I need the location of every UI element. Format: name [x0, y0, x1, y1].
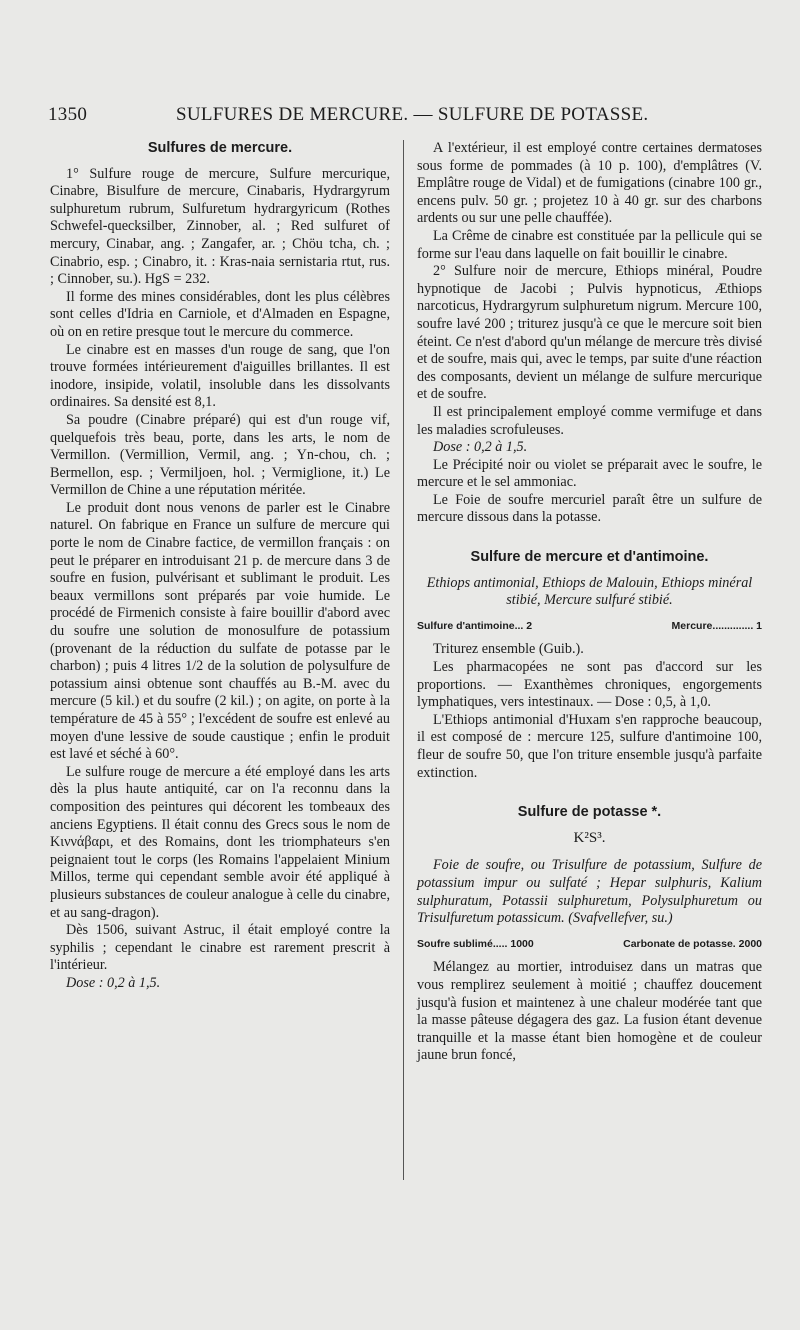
paragraph: 1° Sulfure rouge de mercure, Sulfure mercurique, Cinabre, Bisulfure de mercure, Cinabaris, Hydrargyrum sulphuretum rubrum, Sulfuretum hydrargyricum (Rothes Schwefel-quecksilber, Zinnober, al. ; Red sulfuret of mercury, Cinabar, ang. ; Zangafer, ar. ; Chöu tcha, ch. ; Cinabrio, esp. ; Cinabro, it. : Kras-naia sernistaria rtut, rus. ; Cinnober, su.). HgS = 232.	[50, 165, 390, 288]
paragraph: Le produit dont nous venons de parler est le Cinabre naturel. On fabrique en France un sulfure de mercure qui porte le nom de Cinabre factice, de vermillon français : on peut le préparer en introduisant 21 p. de mercure dans 3 de soufre en fusion, pulvérisant et sublimant le produit. Les beaux vermillons sont préparés par voie humide. Le procédé de Firmenich consiste à faire bouillir d'abord avec du soufre une solution de monosulfure de potassium (provenant de la réduction du sulfate de potasse par le charbon) ; puis 4 litres 1/2 de la solution de polysulfure de potassium ainsi obtenue sont chauffés au B.-M. avec du mercure (5 kil.) et du soufre (2 kil.) ; on agite, on porte à la température de 45 à 55° ; l'excédent de soufre est enlevé au moyen d'une lessive de soude caustique ; enfin le produit est lavé et séché à 60°.	[50, 499, 390, 763]
synonyms: Foie de soufre, ou Trisulfure de potassium, Sulfure de potassium impur ou sulfaté ; Hepar sulphuris, Kalium sulphuratum, Potassii sulphuretum, Polysulphuretum ou Trisulfuretum potassicum. (Svafvellefver, su.)	[417, 857, 762, 927]
paragraph: Triturez ensemble (Guib.).	[433, 641, 584, 658]
paragraph: Dès 1506, suivant Astruc, il était employé contre la syphilis ; cependant le cinabre est rarement prescrit à l'intérieur.	[50, 922, 390, 974]
paragraph: 2° Sulfure noir de mercure, Ethiops minéral, Poudre hypnotique de Jacobi ; Pulvis hypnoticus, Æthiops narcoticus, Hydrargyrum sulphuretum nigrum. Mercure 100, soufre lavé 200 ; triturez jusqu'à ce que le mercure soit bien éteint. Ce n'est d'abord qu'un mélange de mercure très divisé et de soufre, mais qui, avec le temps, par suite d'une réaction des composants, devient un mélange de sulfure mercurique et de soufre.	[417, 263, 762, 403]
page-number: 1350	[48, 104, 88, 125]
section-heading-sulfures: Sulfures de mercure.	[147, 140, 293, 156]
paragraph: Il est principalement employé comme vermifuge et dans les maladies scrofuleuses.	[417, 403, 762, 438]
section-heading-sulfure-potasse: Sulfure de potasse *.	[517, 804, 662, 821]
paragraph: Il forme des mines considérables, dont les plus célèbres sont celles d'Idria en Carniole, et d'Almaden en Espagne, où on en retire presque tout le mercure du commerce.	[50, 288, 390, 340]
synonyms: Ethiops antimonial, Ethiops de Malouin, Ethiops minéral stibié, Mercure sulfuré stibié.	[426, 574, 753, 609]
column-divider	[403, 140, 404, 1180]
ingredient-line	[417, 618, 762, 636]
left-column	[50, 140, 390, 993]
ingredient-line	[417, 936, 762, 954]
ingredient-left: Soufre sublimé..... 1000	[417, 937, 534, 950]
paragraph: Le sulfure rouge de mercure a été employé dans les arts dès la plus haute antiquité, car on l'a reconnu dans la composition des peintures qui décorent les tombeaux des anciens Egyptiens. Il était connu des Grecs sous le nom de Κιννάβαρι, et des Romains, dont les triomphateurs s'en peignaient tout le corps (les Romains l'appelaient Minium Millos, terme qui cependant semble avoir été appliqué à plusieurs substances de couleur analogue à celle du cinabre, et au sang-dragon).	[50, 763, 390, 921]
paragraph: La Crême de cinabre est constituée par la pellicule qui se forme sur l'eau dans laquelle on fait bouillir le cinabre.	[417, 227, 762, 262]
right-column	[417, 140, 762, 1065]
ingredient-right: Mercure.............. 1	[671, 619, 762, 632]
section-heading-mercure-antimoine: Sulfure de mercure et d'antimoine.	[470, 549, 709, 566]
paragraph: Le Précipité noir ou violet se préparait avec le soufre, le mercure et le sel ammoniac.	[417, 456, 762, 491]
dose-line: Dose : 0,2 à 1,5.	[66, 974, 161, 991]
paragraph: Le cinabre est en masses d'un rouge de sang, que l'on trouve formées intérieurement d'aiguilles brillantes. Il est inodore, insipide, volatil, insoluble dans les dissolvants ordinaires. Sa densité est 8,1.	[50, 341, 390, 411]
paragraph: A l'extérieur, il est employé contre certaines dermatoses sous forme de pommades (à 10 p. 100), d'emplâtres (V. Emplâtre rouge de Vidal) et de fumigations (cinabre 100 gr., encens pulv. 50 gr. ; projetez 10 à 40 gr. sur des charbons ardents ou sur une pelle chauffée).	[417, 140, 762, 227]
chemical-formula: K²S³.	[573, 829, 606, 846]
ingredient-left: Sulfure d'antimoine... 2	[417, 619, 533, 632]
paragraph: Mélangez au mortier, introduisez dans un matras que vous remplirez seulement à moitié ; chauffez doucement jusqu'à fusion et maintenez à une chaleur modérée tant que la masse pâteuse dégagera des gaz. La fusion étant devenue tranquille et la masse étant bien homogène et de couleur jaune brun foncé,	[417, 959, 762, 1064]
dose-line: Dose : 0,2 à 1,5.	[433, 439, 528, 456]
running-title: SULFURES DE MERCURE. — SULFURE DE POTASSE.	[176, 104, 649, 125]
paragraph: Le Foie de soufre mercuriel paraît être un sulfure de mercure dissous dans la potasse.	[417, 491, 762, 526]
paragraph: L'Ethiops antimonial d'Huxam s'en rapproche beaucoup, il est composé de : mercure 125, sulfure d'antimoine 100, fleur de soufre 50, que l'on triture ensemble jusqu'à parfaite extinction.	[417, 711, 762, 781]
ingredient-right: Carbonate de potasse. 2000	[623, 937, 762, 950]
paragraph: Les pharmacopées ne sont pas d'accord sur les proportions. — Exanthèmes chroniques, engorgements lymphatiques, vers intestinaux. — Dose : 0,5, à 1,0.	[417, 659, 762, 711]
paragraph: Sa poudre (Cinabre préparé) qui est d'un rouge vif, quelquefois très beau, porte, dans les arts, le nom de Vermillon. (Vermillion, Vermil, ang. ; Yn-chou, ch. ; Bermellon, esp. ; Vermiljoen, hol. ; Vermiglione, it.) Le Vermillon de Chine a une réputation méritée.	[50, 411, 390, 499]
